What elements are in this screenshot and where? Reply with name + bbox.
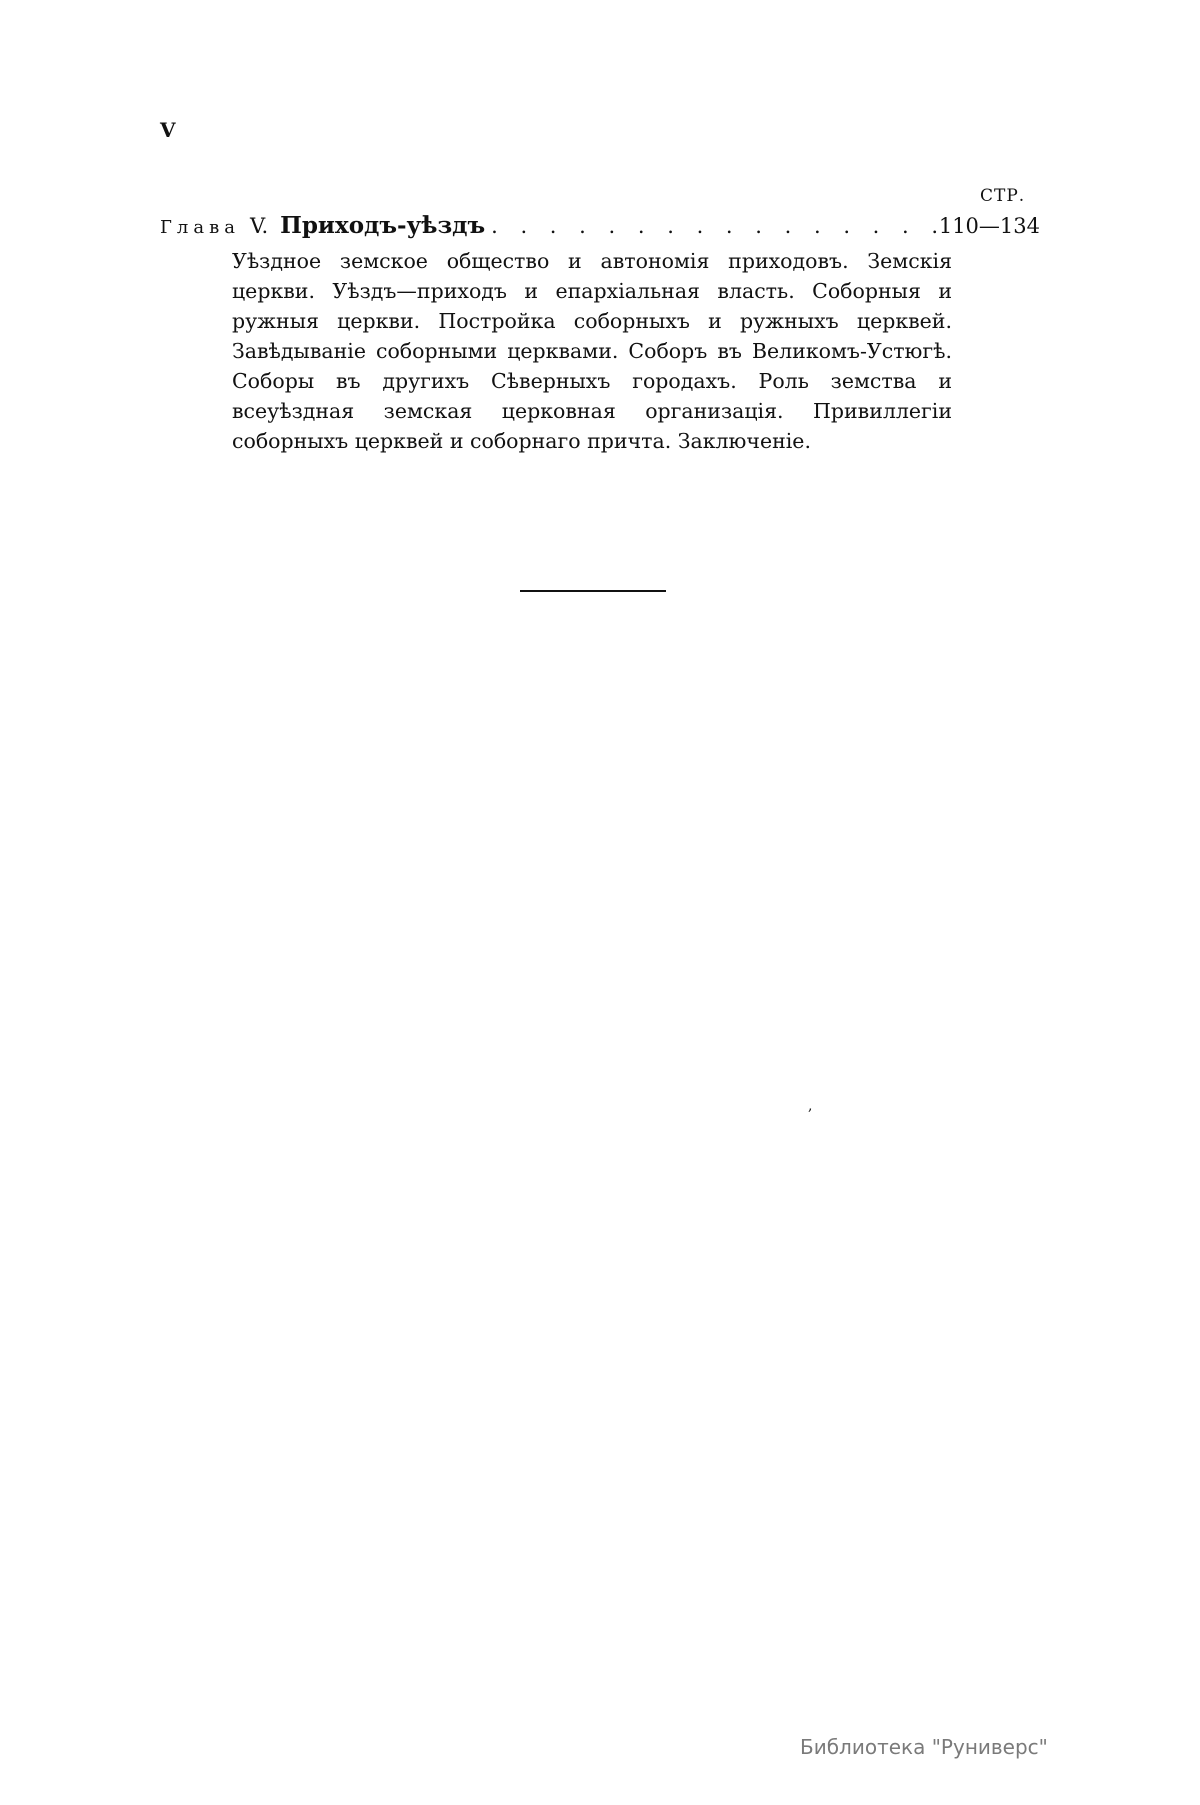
- chapter-label: Глава: [160, 217, 240, 238]
- divider-rule: [520, 590, 666, 592]
- pages-column-header: СТР.: [980, 186, 1026, 206]
- leader-dots: [485, 214, 939, 238]
- chapter-summary: Уѣздное земское общество и автономія приходовъ. Земскія церкви. Уѣздъ—приходъ и епархіальная власть. Соборныя и ружныя церкви. Постройка соборныхъ и ружныхъ церквей. Завѣдываніе соборными церквами. Соборъ въ Великомъ-Устюгѣ. Соборы въ другихъ Сѣверныхъ городахъ. Роль земства и всеуѣздная земская церковная организація. Привиллегіи соборныхъ церквей и соборнаго причта. Заключеніе.: [232, 249, 952, 453]
- stray-mark: ,: [808, 1098, 813, 1114]
- page-number: V: [160, 118, 176, 142]
- chapter-title: Приходъ-уѣздъ: [280, 212, 486, 239]
- chapter-pages: 110—134: [938, 214, 1040, 238]
- toc-entry: [160, 212, 1040, 239]
- chapter-number: V.: [249, 214, 269, 238]
- library-watermark: Библиотека "Руниверс": [800, 1735, 1048, 1759]
